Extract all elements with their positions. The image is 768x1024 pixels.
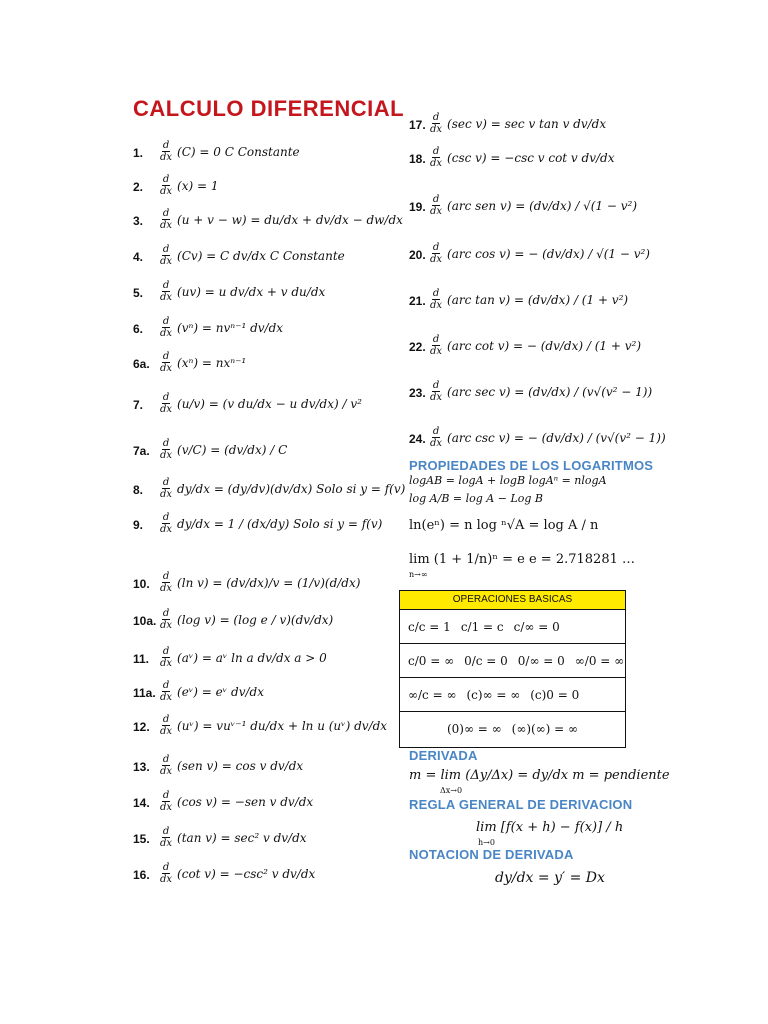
d-dx-operator: $\frac{d}{dx}$ <box>160 512 173 535</box>
derivative-formula <box>158 790 313 813</box>
derivative-formula <box>158 174 219 197</box>
formula-text: (xⁿ) = nxⁿ⁻¹ <box>177 355 247 370</box>
derivative-formula <box>158 392 362 415</box>
d-dx-operator: $\frac{d}{dx}$ <box>160 208 173 231</box>
derivative-formula <box>158 826 307 849</box>
formula-number: 8. <box>133 483 144 497</box>
formula-text: (u/v) = (v du/dx − u dv/dx) / v² <box>177 396 362 411</box>
formula-number: 1. <box>133 146 144 160</box>
formula-text: (arc sen v) = (dv/dx) / √(1 − v²) <box>447 198 638 213</box>
d-dx-operator: $\frac{d}{dx}$ <box>160 754 173 777</box>
log-property-2: log A/B = log A − Log B <box>409 492 544 505</box>
formula-number: 17. <box>409 118 426 132</box>
formula-number: 3. <box>133 214 144 228</box>
derivative-formula <box>158 714 387 737</box>
formula-text: (C) = 0 C Constante <box>177 144 300 159</box>
formula-number: 19. <box>409 200 426 214</box>
derivative-formula <box>158 316 283 339</box>
formula-text: dy/dx = (dy/dv)(dv/dx) Solo si y = f(v) <box>177 481 406 496</box>
ops-cell: c/0 = ∞ <box>408 653 455 668</box>
formula-text: (vⁿ) = nvⁿ⁻¹ dv/dx <box>177 320 284 335</box>
derivative-formula <box>428 288 628 311</box>
formula-number: 10a. <box>133 614 157 628</box>
derivative-formula <box>158 571 360 594</box>
formula-number: 7a. <box>133 444 150 458</box>
formula-text: dy/dx = 1 / (dx/dy) Solo si y = f(v) <box>177 516 383 531</box>
formula-number: 20. <box>409 248 426 262</box>
formula-text: (arc tan v) = (dv/dx) / (1 + v²) <box>447 292 629 307</box>
d-dx-operator: $\frac{d}{dx}$ <box>160 862 173 885</box>
derivative-formula <box>158 280 325 303</box>
ops-row-4 <box>400 712 625 745</box>
d-dx-operator: $\frac{d}{dx}$ <box>160 351 173 374</box>
derivative-formula <box>428 334 641 357</box>
notation-heading: NOTACION DE DERIVADA <box>409 847 574 862</box>
basic-operations-table <box>399 590 626 748</box>
d-dx-operator: $\frac{d}{dx}$ <box>430 426 443 449</box>
derivative-heading: DERIVADA <box>409 748 478 763</box>
d-dx-operator: $\frac{d}{dx}$ <box>160 646 173 669</box>
d-dx-operator: $\frac{d}{dx}$ <box>160 140 173 163</box>
ops-row-1 <box>400 610 625 644</box>
derivative-formula <box>428 146 614 169</box>
formula-text: (v/C) = (dv/dx) / C <box>177 442 288 457</box>
formula-text: (arc sec v) = (dv/dx) / (v√(v² − 1)) <box>447 384 653 399</box>
formula-text: (uᵛ) = vuᵛ⁻¹ du/dx + ln u (uᵛ) dv/dx <box>177 718 388 733</box>
d-dx-operator: $\frac{d}{dx}$ <box>430 334 443 357</box>
derivative-formula <box>158 208 403 231</box>
formula-text: (tan v) = sec² v dv/dx <box>177 830 307 845</box>
ops-cell: 0/∞ = 0 <box>517 653 565 668</box>
d-dx-operator: $\frac{d}{dx}$ <box>160 280 173 303</box>
formula-number: 14. <box>133 796 150 810</box>
formula-number: 11a. <box>133 686 156 700</box>
d-dx-operator: $\frac{d}{dx}$ <box>430 112 443 135</box>
derivative-subscript: Δx→0 <box>440 786 463 795</box>
formula-number: 5. <box>133 286 144 300</box>
formula-number: 24. <box>409 432 426 446</box>
basic-operations-header: OPERACIONES BASICAS <box>400 591 625 610</box>
d-dx-operator: $\frac{d}{dx}$ <box>430 242 443 265</box>
formula-number: 22. <box>409 340 426 354</box>
d-dx-operator: $\frac{d}{dx}$ <box>160 477 173 500</box>
formula-text: (uv) = u dv/dx + v du/dx <box>177 284 326 299</box>
derivative-formula <box>428 380 652 403</box>
formula-text: (ln v) = (dv/dx)/v = (1/v)(d/dx) <box>177 575 361 590</box>
log-property-1: logAB = logA + logB logAⁿ = nlogA <box>409 474 607 487</box>
ops-cell: ∞/0 = ∞ <box>574 653 625 668</box>
logarithms-heading: PROPIEDADES DE LOS LOGARITMOS <box>409 458 654 473</box>
derivative-formula <box>428 194 637 217</box>
ops-cell: c/1 = c <box>460 619 504 634</box>
log-property-3: ln(eⁿ) = n log ⁿ√A = log A / n <box>409 518 599 533</box>
d-dx-operator: $\frac{d}{dx}$ <box>160 174 173 197</box>
d-dx-operator: $\frac{d}{dx}$ <box>160 714 173 737</box>
formula-text: (arc cot v) = − (dv/dx) / (1 + v²) <box>447 338 642 353</box>
page-title: CALCULO DIFERENCIAL <box>133 96 405 121</box>
formula-text: (Cv) = C dv/dx C Constante <box>177 248 345 263</box>
d-dx-operator: $\frac{d}{dx}$ <box>160 826 173 849</box>
derivative-definition: m = lim (Δy/Δx) = dy/dx m = pendiente <box>409 768 670 783</box>
derivative-formula <box>158 608 333 631</box>
d-dx-operator: $\frac{d}{dx}$ <box>430 194 443 217</box>
d-dx-operator: $\frac{d}{dx}$ <box>160 571 173 594</box>
formula-text: (x) = 1 <box>177 178 219 193</box>
ops-cell: (∞)(∞) = ∞ <box>511 721 579 736</box>
formula-text: (sec v) = sec v tan v dv/dx <box>447 116 607 131</box>
ops-cell: (c)∞ = ∞ <box>466 687 521 702</box>
d-dx-operator: $\frac{d}{dx}$ <box>160 316 173 339</box>
formula-number: 16. <box>133 868 150 882</box>
formula-number: 9. <box>133 518 144 532</box>
d-dx-operator: $\frac{d}{dx}$ <box>160 680 173 703</box>
derivative-formula <box>158 754 303 777</box>
ops-cell: c/c = 1 <box>408 619 451 634</box>
general-rule-subscript: h→0 <box>478 838 495 847</box>
formula-text: (u + v − w) = du/dx + dv/dx − dw/dx <box>177 212 403 227</box>
ops-cell: (0)∞ = ∞ <box>446 721 502 736</box>
derivative-formula <box>158 512 382 535</box>
derivative-formula <box>158 646 327 669</box>
formula-number: 15. <box>133 832 150 846</box>
formula-number: 10. <box>133 577 150 591</box>
ops-row-2 <box>400 644 625 678</box>
ops-cell: ∞/c = ∞ <box>408 687 457 702</box>
formula-text: (arc cos v) = − (dv/dx) / √(1 − v²) <box>447 246 650 261</box>
ops-cell: 0/c = 0 <box>464 653 508 668</box>
formula-text: (cot v) = −csc² v dv/dx <box>177 866 316 881</box>
derivative-formula <box>428 426 666 449</box>
notation-formula: dy/dx = y′ = Dx <box>495 870 605 886</box>
formula-number: 11. <box>133 652 150 666</box>
formula-text: (aᵛ) = aᵛ ln a dv/dx a > 0 <box>177 650 327 665</box>
d-dx-operator: $\frac{d}{dx}$ <box>160 608 173 631</box>
formula-number: 21. <box>409 294 426 308</box>
formula-text: (eᵛ) = eᵛ dv/dx <box>177 684 265 699</box>
derivative-formula <box>158 438 287 461</box>
d-dx-operator: $\frac{d}{dx}$ <box>160 244 173 267</box>
d-dx-operator: $\frac{d}{dx}$ <box>430 146 443 169</box>
derivative-formula <box>158 477 405 500</box>
formula-number: 4. <box>133 250 144 264</box>
limit-e: lim (1 + 1/n)ⁿ = e e = 2.718281 … <box>409 552 635 567</box>
ops-cell: c/∞ = 0 <box>513 619 560 634</box>
formula-number: 12. <box>133 720 150 734</box>
formula-text: (csc v) = −csc v cot v dv/dx <box>447 150 615 165</box>
derivative-formula <box>158 862 315 885</box>
derivative-formula <box>428 112 606 135</box>
formula-number: 2. <box>133 180 144 194</box>
formula-number: 6. <box>133 322 144 336</box>
general-rule-heading: REGLA GENERAL DE DERIVACION <box>409 797 633 812</box>
formula-number: 18. <box>409 152 426 166</box>
derivative-formula <box>158 140 300 163</box>
derivative-formula <box>158 244 345 267</box>
formula-number: 6a. <box>133 357 150 371</box>
formula-text: (arc csc v) = − (dv/dx) / (v√(v² − 1)) <box>447 430 666 445</box>
d-dx-operator: $\frac{d}{dx}$ <box>430 288 443 311</box>
formula-number: 13. <box>133 760 150 774</box>
general-rule-formula: lim [f(x + h) − f(x)] / h <box>476 820 624 835</box>
d-dx-operator: $\frac{d}{dx}$ <box>160 392 173 415</box>
formula-text: (cos v) = −sen v dv/dx <box>177 794 314 809</box>
ops-row-3 <box>400 678 625 712</box>
formula-number: 23. <box>409 386 426 400</box>
derivative-formula <box>158 680 264 703</box>
derivative-formula <box>428 242 650 265</box>
d-dx-operator: $\frac{d}{dx}$ <box>160 790 173 813</box>
derivative-formula <box>158 351 246 374</box>
formula-text: (log v) = (log e / v)(dv/dx) <box>177 612 334 627</box>
d-dx-operator: $\frac{d}{dx}$ <box>430 380 443 403</box>
d-dx-operator: $\frac{d}{dx}$ <box>160 438 173 461</box>
formula-text: (sen v) = cos v dv/dx <box>177 758 304 773</box>
ops-cell: (c)0 = 0 <box>530 687 580 702</box>
limit-e-subscript: n→∞ <box>409 570 428 579</box>
formula-number: 7. <box>133 398 144 412</box>
